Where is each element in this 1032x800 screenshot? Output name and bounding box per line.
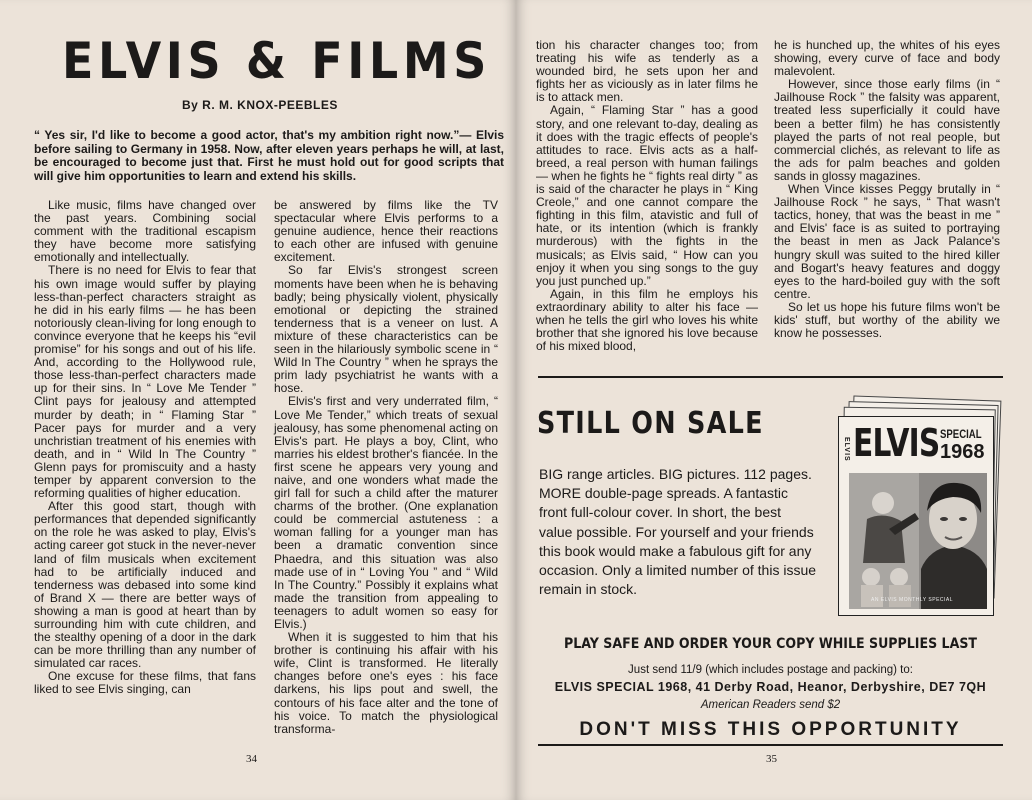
paragraph: There is no need for Elvis to fear that his own image would suffer by playing less-than-perfect characters straight as he did in his early films — he has been notoriously clean-living for long enough to convince everyone that he keeps his “evil promise” for his songs and out of his life. And, according to the Hollywood rule, those less-than-perfect characters made up for their sins. In “ Love Me Tender ” Clint pays for jealousy and attempted murder by death; in “ Flaming Star ” Pacer pays for murder and a very unchristian treatment of his enemies with death, and in “ Wild In The Country ” Glenn pays for promiscuity and a hasty temper by apparent conversion to the reforming qualities of higher education.	[34, 263, 256, 501]
paragraph: Like music, films have changed over the past years. Combining social comment with the traditional escapism they have become more satisfying emotionally and intellectually.	[34, 198, 256, 265]
article-title: ELVIS & FILMS	[62, 32, 491, 90]
ad-top-rule	[538, 376, 1003, 378]
paragraph: Elvis's first and very underrated film, “ Love Me Tender,” which treats of sexual jealousy, has some phenomenal acting on Elvis's part. He plays a boy, Clint, who marries his eldest brother's fiancée. In the first scene he appears very young and naive, and one wonders what made the girl fall for such a child after the maturer charms of the brother. (One explanation could be commercial astuteness : a woman falling for a younger man has been a dramatic convention since Phaedra, and this situation was also made use of in “ Loving You ” and “ Wild In The Country.” Possibly it explains what made the transition from appealing to teenagers to adult women so easy for Elvis.)	[274, 394, 498, 631]
paragraph: tion his character changes too; from treating his wife as tenderly as a wounded bird, he sets upon her and fights her as viciously as in later films he is to attack men.	[536, 38, 758, 105]
order-address: ELVIS SPECIAL 1968, 41 Derby Road, Heanor, Derbyshire, DE7 7QH	[554, 680, 987, 694]
right-column-1	[536, 39, 758, 353]
ad-bottom-rule	[538, 744, 1003, 746]
article-byline: By R. M. KNOX-PEEBLES	[182, 98, 338, 112]
cover-special: SPECIAL	[940, 427, 982, 441]
cover-side-text: ELVIS	[843, 437, 850, 462]
page-number-right: 35	[766, 753, 777, 765]
send-instruction: Just send 11/9 (which includes postage and packing) to:	[628, 664, 913, 676]
left-column-2	[274, 199, 498, 736]
paragraph: he is hunched up, the whites of his eyes showing, every curve of face and body malevolent.	[774, 38, 1000, 79]
cover-photo	[849, 473, 987, 609]
paragraph: be answered by films like the TV spectacular where Elvis performs to a genuine audience, hence their reactions to each other are infused with genuine excitement.	[274, 198, 498, 265]
paragraph: Again, “ Flaming Star ” has a good story, and one relevant to-day, dealing as it does with the tragic effects of people's attitudes to race. Elvis acts as a half-breed, a real person with human failings — when he fights he “ fights real dirty ” as is said of the character he plays in “ King Creole,” and one cannot compare the fighting in this film, atavistic and full of hate, or its intention (which is frankly murderous) with the fights in the musicals; as Elvis said, “ How can you enjoy it when you sing songs to the guy you just punched up.”	[536, 103, 758, 288]
cover-year: 1968	[940, 441, 985, 463]
paragraph: When Vince kisses Peggy brutally in “ Jailhouse Rock ” he says, “ That wasn't tactics, honey, that was the beast in me ” and Elvis' face is as suited to portraying the beast in men as Jack Palance's hungry skull was suited to the hired killer and Bogart's heavy features and doggy eyes to the hard-boiled guy with the soft centre.	[774, 182, 1000, 301]
cover-title: ELVIS	[853, 421, 940, 465]
ad-headline: STILL ON SALE	[537, 406, 764, 441]
american-price: American Readers send $2	[700, 699, 841, 711]
magazine-cover-illustration	[838, 398, 998, 618]
cover-photo-art	[849, 473, 987, 609]
paragraph: Again, in this film he employs his extraordinary ability to alter his face —when he tells the girl who loves his white brother that she ignored his love because of his mixed blood,	[536, 286, 758, 354]
right-column-2	[774, 39, 1000, 340]
paragraph: When it is suggested to him that his brother is continuing his affair with his wife, Clint is transformed. He literally changes before one's eyes : his face darkens, his lips pout and swell, the contours of his face alter and the tone of his voice. To match the physiological transforma-	[274, 630, 498, 736]
left-column-1	[34, 199, 256, 697]
paragraph: After this good start, though with performances that depended significantly on the role he was asked to play, Elvis's acting career got stuck in the never-never land of film musicals when excitement had to be artificially induced and tenderness was debased into some kind of Brand X — there are better ways of showing a man is good at heart than by surrounding him with cute children, and the stealthy opening of a door in the dark can be more thrilling than any number of simulated car races.	[34, 499, 256, 671]
dont-miss-banner: DON'T MISS THIS OPPORTUNITY	[579, 719, 962, 740]
paragraph: So let us hope his future films won't be kids' stuff, but worthy of the ability we know he possesses.	[774, 299, 1000, 341]
paragraph: However, since those early films (in “ Jailhouse Rock ” the falsity was apparent, treated less superficially it could have been a better film) he has consistently played the parts of not real people, but commercial clichés, as relevant to life as the ads for palm beaches and golden sands in glossy magazines.	[774, 77, 1000, 183]
magazine-front-cover	[838, 416, 994, 616]
paragraph: So far Elvis's strongest screen moments have been when he is behaving badly; being physically violent, physically emotional or depicting the strained tenderness that is a veneer on lust. A mixture of these characteristics can be seen in the hilariously symbolic scene in “ Wild In The Country ” when he sprays the prim lady psychiatrist he wants with a hose.	[274, 263, 498, 396]
page-number-left: 34	[246, 753, 257, 765]
paragraph: One excuse for these films, that fans liked to see Elvis singing, can	[34, 669, 256, 697]
ad-body: BIG range articles. BIG pictures. 112 pages. MORE double-page spreads. A fantastic front full-colour cover. In short, the best value possible. For yourself and your friends this book would make a fabulous gift for any occasion. Only a limited number of this issue remain in stock.	[539, 466, 817, 598]
order-line: PLAY SAFE AND ORDER YOUR COPY WHILE SUPPLIES LAST	[563, 636, 978, 652]
cover-caption: AN ELVIS MONTHLY SPECIAL	[871, 597, 954, 603]
article-intro: “ Yes sir, I'd like to become a good actor, that's my ambition right now.”— Elvis before sailing to Germany in 1958. Now, after eleven years perhaps he will, at last, be encouraged to become just that. First he must hold out for good scripts that will give him opportunities to learn and extend his skills.	[34, 128, 504, 183]
